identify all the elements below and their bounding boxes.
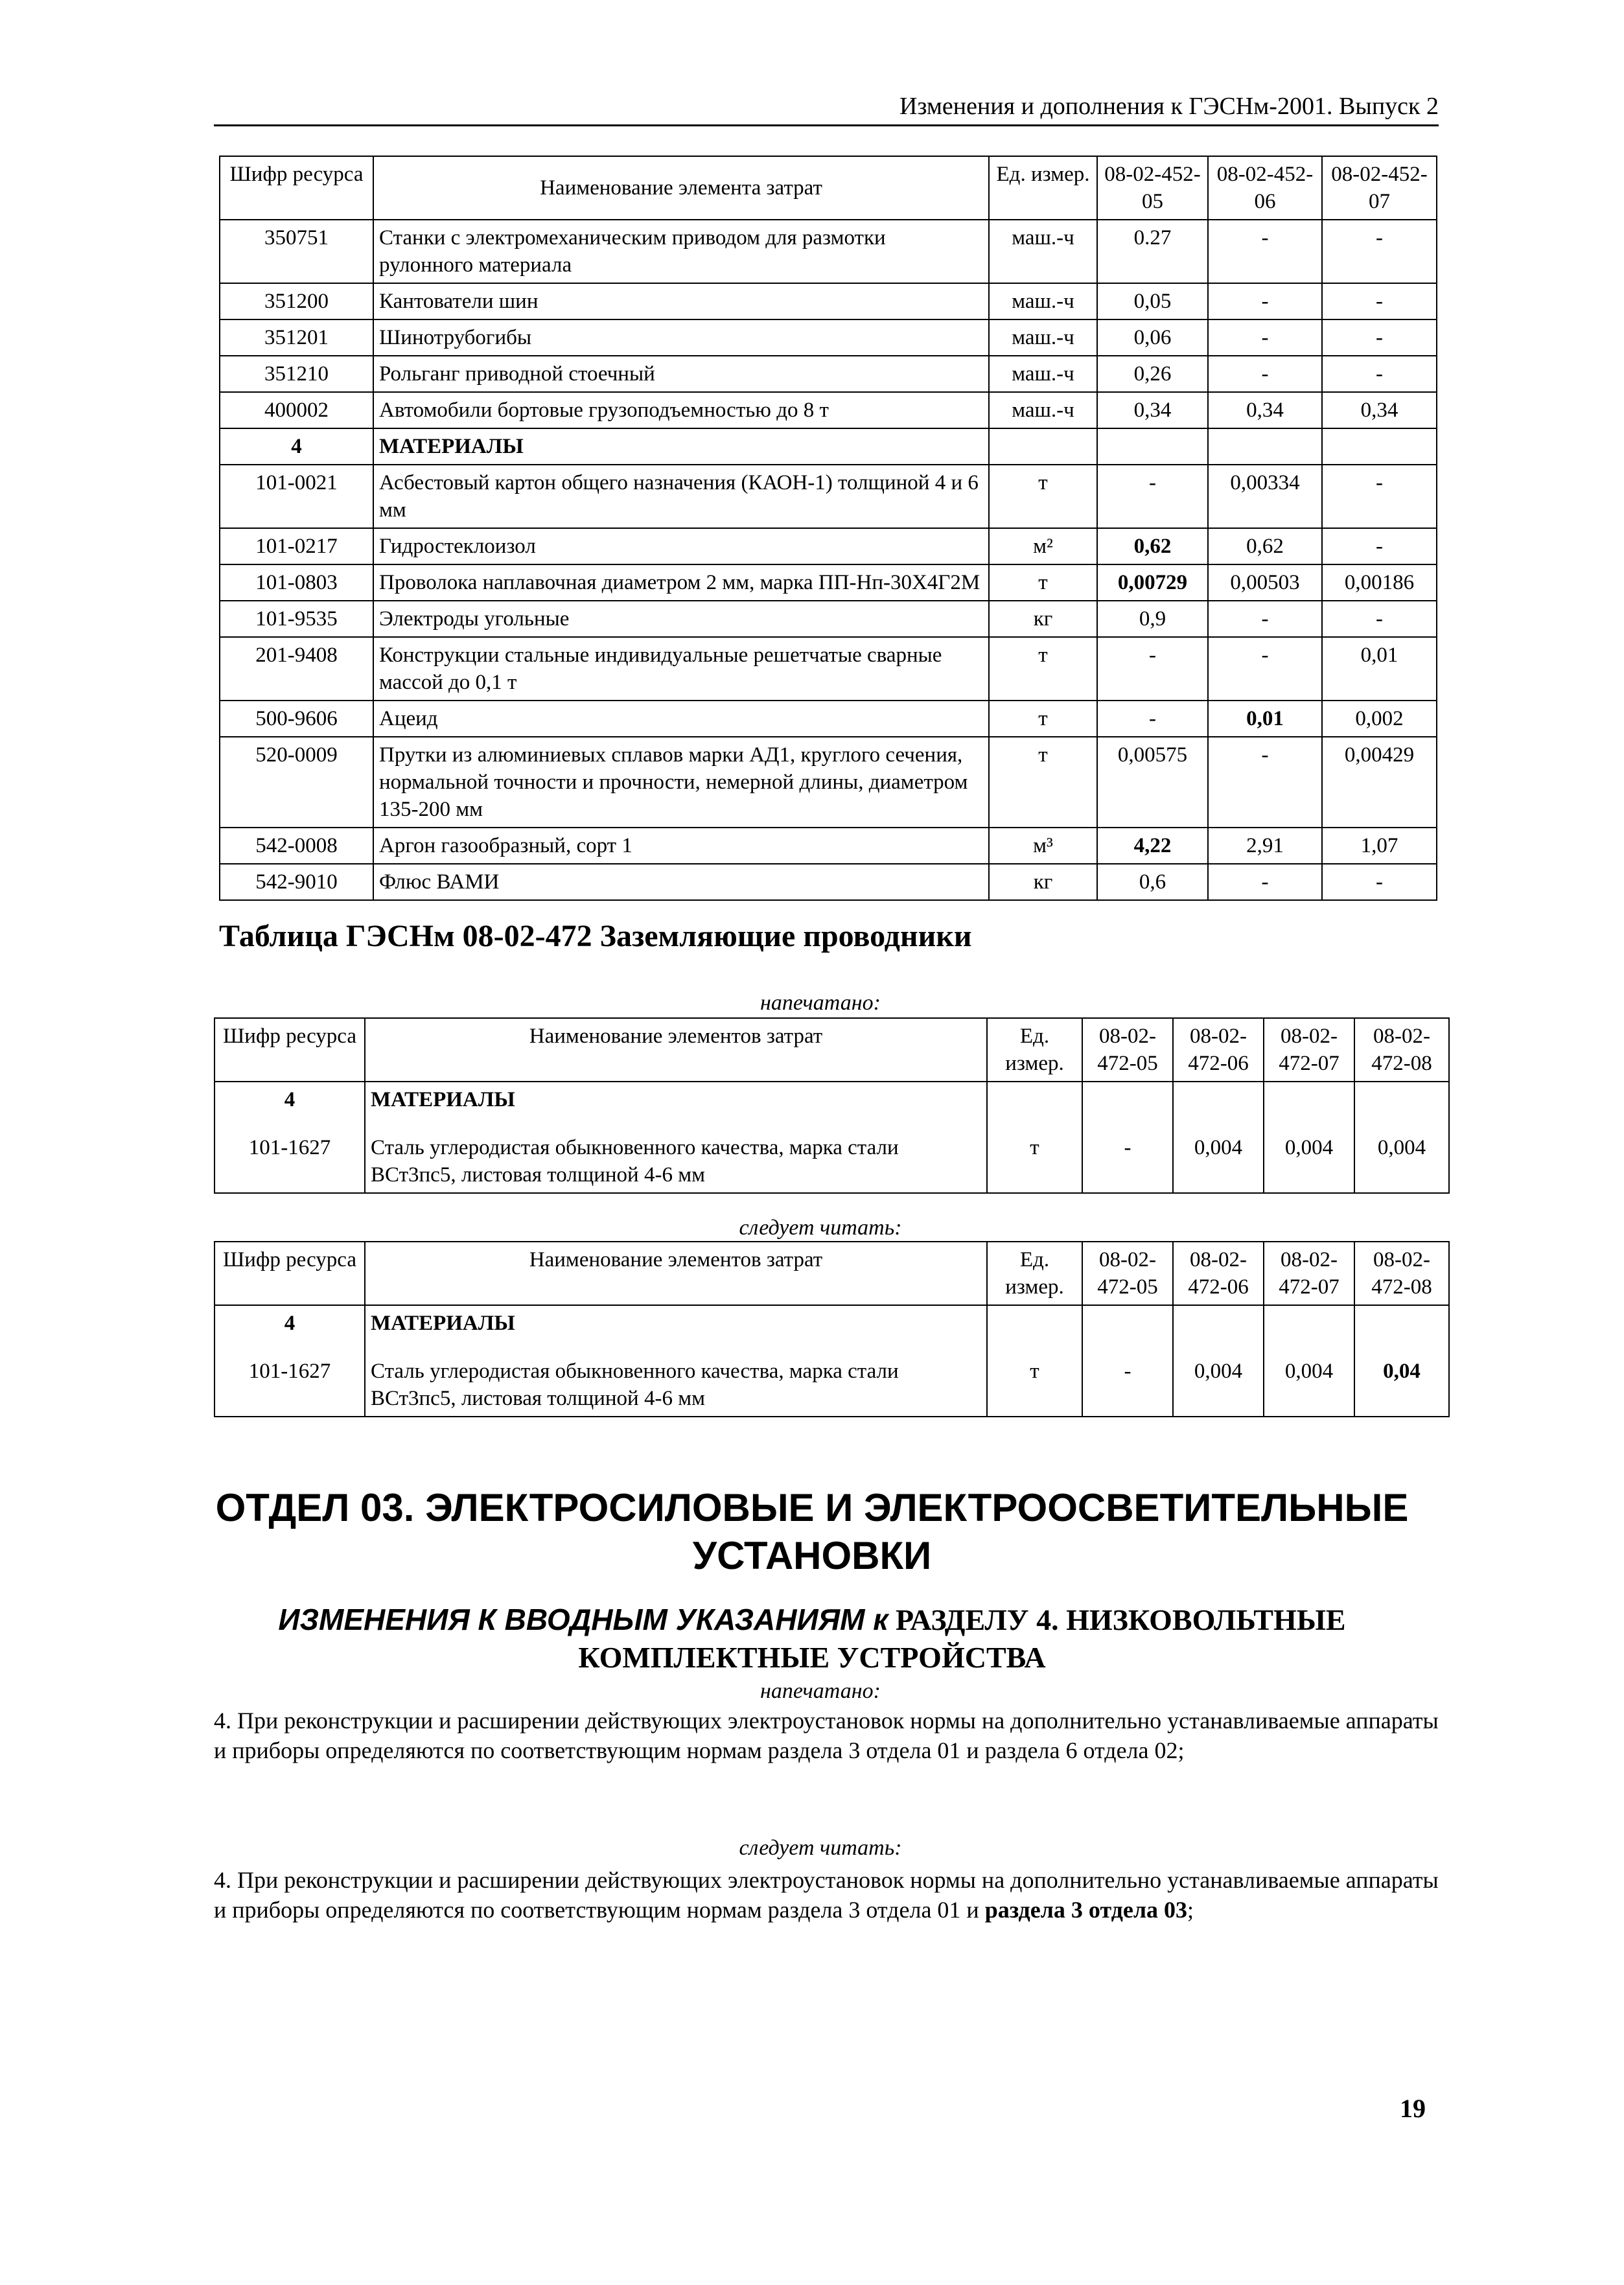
cell-value: - — [1208, 864, 1322, 900]
cell-name: Конструкции стальные индивидуальные решетчатые сварные массой до 0,1 т — [373, 637, 989, 701]
table-row — [220, 528, 1437, 564]
cell-value — [1354, 1305, 1449, 1354]
cell-name: Автомобили бортовые грузоподъемностью до 8 т — [373, 392, 989, 428]
cell-name: Шинотрубогибы — [373, 319, 989, 356]
cell-value: 0,004 — [1354, 1130, 1449, 1193]
cell-value: - — [1097, 465, 1208, 528]
col-header-name: Наименование элементов затрат — [365, 1018, 987, 1082]
cell-value — [1264, 1082, 1354, 1130]
cell-unit: т — [989, 564, 1097, 601]
table-row — [215, 1130, 1449, 1193]
cell-name: Прутки из алюминиевых сплавов марки АД1, круглого сечения, нормальной точности и прочности, немерной длины, диаметром 135-200 мм — [373, 737, 989, 828]
cell-name: Рольганг приводной стоечный — [373, 356, 989, 392]
cell-value: 0.27 — [1097, 220, 1208, 283]
cell-value — [1208, 428, 1322, 465]
cell-unit — [989, 428, 1097, 465]
cell-value: 0,34 — [1097, 392, 1208, 428]
cell-value — [1354, 1082, 1449, 1130]
grounding-table-printed — [214, 1017, 1450, 1194]
table-row — [220, 601, 1437, 637]
cell-code: 101-9535 — [220, 601, 373, 637]
cell-name: Асбестовый картон общего назначения (КАОН-1) толщиной 4 и 6 мм — [373, 465, 989, 528]
cell-name: Ацеид — [373, 701, 989, 737]
cell-value: 0,34 — [1322, 392, 1437, 428]
cell-unit: маш.-ч — [989, 220, 1097, 283]
cell-unit — [987, 1082, 1082, 1130]
cell-value: 0,62 — [1097, 528, 1208, 564]
cell-value: 0,004 — [1173, 1130, 1264, 1193]
section-subtitle — [194, 1601, 1430, 1676]
cell-value: 0,004 — [1264, 1130, 1354, 1193]
table-row — [220, 283, 1437, 319]
cell-name: Сталь углеродистая обыкновенного качества, марка стали ВСт3пс5, листовая толщиной 4-6 мм — [365, 1130, 987, 1193]
table-row — [220, 564, 1437, 601]
cell-name: Проволока наплавочная диаметром 2 мм, марка ПП-Нп-30Х4Г2М — [373, 564, 989, 601]
cell-code: 4 — [220, 428, 373, 465]
cell-code: 4 — [215, 1305, 365, 1354]
cell-value: 0,04 — [1354, 1354, 1449, 1417]
cell-code: 4 — [215, 1082, 365, 1130]
col-header-472-07: 08-02-472-07 — [1264, 1242, 1354, 1305]
col-header-unit: Ед. измер. — [987, 1018, 1082, 1082]
cell-unit: маш.-ч — [989, 356, 1097, 392]
cell-code: 542-0008 — [220, 828, 373, 864]
cell-code: 351210 — [220, 356, 373, 392]
cell-unit: т — [989, 737, 1097, 828]
caption-read: следует читать: — [739, 1216, 902, 1240]
page-number: 19 — [1400, 2094, 1426, 2123]
table-row — [220, 864, 1437, 900]
subtitle-italic: ИЗМЕНЕНИЯ К ВВОДНЫМ УКАЗАНИЯМ к — [278, 1603, 888, 1636]
col-header-452-07: 08-02-452-07 — [1322, 156, 1437, 220]
col-header-472-05: 08-02-472-05 — [1082, 1018, 1173, 1082]
table-row — [220, 356, 1437, 392]
table-row — [220, 220, 1437, 283]
cell-value: - — [1322, 528, 1437, 564]
cell-value: - — [1097, 701, 1208, 737]
col-header-472-08: 08-02-472-08 — [1354, 1242, 1449, 1305]
cell-value: 0,00186 — [1322, 564, 1437, 601]
paragraph-read-bold: раздела 3 отдела 03 — [984, 1897, 1188, 1923]
cell-value: 0,002 — [1322, 701, 1437, 737]
cell-value: - — [1322, 601, 1437, 637]
cell-value: 0,004 — [1264, 1354, 1354, 1417]
cell-value: 0,00729 — [1097, 564, 1208, 601]
cell-value: - — [1322, 864, 1437, 900]
cell-value: - — [1208, 637, 1322, 701]
cell-code: 101-0021 — [220, 465, 373, 528]
cell-code: 201-9408 — [220, 637, 373, 701]
paragraph-printed: 4. При реконструкции и расширении действующих электроустановок нормы на дополнительно устанавливаемые аппараты и приборы определяются по соответствующим нормам раздела 3 отдела 01 и раздела 6 отдела 02; — [214, 1708, 1439, 1763]
col-header-code: Шифр ресурса — [215, 1242, 365, 1305]
cell-value — [1173, 1305, 1264, 1354]
cell-code: 101-1627 — [215, 1354, 365, 1417]
cell-value: 0,34 — [1208, 392, 1322, 428]
cell-value: - — [1208, 601, 1322, 637]
cell-value — [1082, 1305, 1173, 1354]
cell-name: МАТЕРИАЛЫ — [365, 1082, 987, 1130]
cell-code: 351200 — [220, 283, 373, 319]
cell-unit: т — [989, 637, 1097, 701]
cell-value: - — [1082, 1354, 1173, 1417]
cell-code: 101-1627 — [215, 1130, 365, 1193]
cell-value: 0,9 — [1097, 601, 1208, 637]
cell-value: - — [1322, 356, 1437, 392]
table-row — [220, 319, 1437, 356]
col-header-452-06: 08-02-452-06 — [1208, 156, 1322, 220]
cell-value: 0,06 — [1097, 319, 1208, 356]
cell-unit: т — [987, 1354, 1082, 1417]
cell-value: 0,004 — [1173, 1354, 1264, 1417]
cell-value: - — [1322, 283, 1437, 319]
cell-name: Гидростеклоизол — [373, 528, 989, 564]
cell-value: 0,00503 — [1208, 564, 1322, 601]
col-header-code: Шифр ресурса — [220, 156, 373, 220]
col-header-unit: Ед. измер. — [989, 156, 1097, 220]
cell-value: - — [1322, 319, 1437, 356]
col-header-code: Шифр ресурса — [215, 1018, 365, 1082]
col-header-472-06: 08-02-472-06 — [1173, 1018, 1264, 1082]
cell-value: 0,01 — [1322, 637, 1437, 701]
cell-code: 101-0803 — [220, 564, 373, 601]
cell-name: МАТЕРИАЛЫ — [373, 428, 989, 465]
col-header-472-07: 08-02-472-07 — [1264, 1018, 1354, 1082]
caption-read-2: следует читать: — [739, 1836, 902, 1860]
cell-value — [1082, 1082, 1173, 1130]
cell-value: 0,00334 — [1208, 465, 1322, 528]
cell-code: 101-0217 — [220, 528, 373, 564]
col-header-name: Наименование элементов затрат — [365, 1242, 987, 1305]
table-body — [220, 220, 1437, 900]
cell-code: 351201 — [220, 319, 373, 356]
cell-value — [1264, 1305, 1354, 1354]
cell-value: - — [1097, 637, 1208, 701]
cell-value: 4,22 — [1097, 828, 1208, 864]
cell-value: 0,62 — [1208, 528, 1322, 564]
table-row — [220, 428, 1437, 465]
section-title: ОТДЕЛ 03. ЭЛЕКТРОСИЛОВЫЕ И ЭЛЕКТРООСВЕТИТЕЛЬНЫЕ УСТАНОВКИ — [215, 1486, 1409, 1577]
cell-unit: маш.-ч — [989, 319, 1097, 356]
cell-value: - — [1082, 1130, 1173, 1193]
table-header-row — [215, 1018, 1449, 1082]
cell-name: Кантователи шин — [373, 283, 989, 319]
table-row — [215, 1305, 1449, 1354]
table-title: Таблица ГЭСНм 08-02-472 Заземляющие проводники — [219, 919, 972, 953]
table-row — [220, 465, 1437, 528]
table-row — [220, 737, 1437, 828]
cell-name: Станки с электромеханическим приводом для размотки рулонного материала — [373, 220, 989, 283]
col-header-name: Наименование элемента затрат — [373, 156, 989, 220]
cell-unit: т — [987, 1130, 1082, 1193]
cell-value: - — [1208, 737, 1322, 828]
cell-value: 0,01 — [1208, 701, 1322, 737]
table-row — [215, 1354, 1449, 1417]
table-row — [215, 1082, 1449, 1130]
cell-code: 542-9010 — [220, 864, 373, 900]
cell-value — [1173, 1082, 1264, 1130]
caption-printed-2: напечатано: — [760, 1679, 881, 1703]
cell-unit: маш.-ч — [989, 392, 1097, 428]
cell-unit — [987, 1305, 1082, 1354]
table-header-row — [215, 1242, 1449, 1305]
cell-unit: кг — [989, 601, 1097, 637]
col-header-unit: Ед. измер. — [987, 1242, 1082, 1305]
table-row — [220, 392, 1437, 428]
paragraph-read-end: ; — [1187, 1897, 1194, 1923]
cell-unit: маш.-ч — [989, 283, 1097, 319]
cell-name: Сталь углеродистая обыкновенного качества, марка стали ВСт3пс5, листовая толщиной 4-6 мм — [365, 1354, 987, 1417]
cell-value: 0,00575 — [1097, 737, 1208, 828]
cell-value: 0,6 — [1097, 864, 1208, 900]
cell-value: - — [1208, 220, 1322, 283]
cell-value — [1322, 428, 1437, 465]
cell-value: 1,07 — [1322, 828, 1437, 864]
cell-value: - — [1322, 465, 1437, 528]
cell-value: - — [1208, 356, 1322, 392]
cell-unit: т — [989, 701, 1097, 737]
cell-unit: т — [989, 465, 1097, 528]
cell-name: Аргон газообразный, сорт 1 — [373, 828, 989, 864]
cell-value: - — [1208, 283, 1322, 319]
caption-printed: напечатано: — [760, 991, 881, 1015]
cell-value: 0,26 — [1097, 356, 1208, 392]
table-row — [220, 637, 1437, 701]
cell-code: 520-0009 — [220, 737, 373, 828]
table-header-row — [220, 156, 1437, 220]
cell-unit: м³ — [989, 828, 1097, 864]
cell-value: 0,05 — [1097, 283, 1208, 319]
col-header-472-05: 08-02-472-05 — [1082, 1242, 1173, 1305]
col-header-472-08: 08-02-472-08 — [1354, 1018, 1449, 1082]
cell-unit: кг — [989, 864, 1097, 900]
table-row — [220, 701, 1437, 737]
cell-code: 350751 — [220, 220, 373, 283]
cell-code: 500-9606 — [220, 701, 373, 737]
grounding-table-corrected — [214, 1241, 1450, 1417]
subtitle-rest: РАЗДЕЛУ 4. НИЗКОВОЛЬТНЫЕ КОМПЛЕКТНЫЕ УСТРОЙСТВА — [578, 1603, 1346, 1674]
cell-name: Электроды угольные — [373, 601, 989, 637]
cell-value — [1097, 428, 1208, 465]
cell-code: 400002 — [220, 392, 373, 428]
paragraph-read-text: 4. При реконструкции и расширении действующих электроустановок нормы на дополнительно устанавливаемые аппараты и приборы определяются по соответствующим нормам раздела 3 отдела 01 и — [214, 1867, 1439, 1923]
cell-unit: м² — [989, 528, 1097, 564]
cell-value: 2,91 — [1208, 828, 1322, 864]
cell-value: 0,00429 — [1322, 737, 1437, 828]
cell-value: - — [1208, 319, 1322, 356]
cell-name: МАТЕРИАЛЫ — [365, 1305, 987, 1354]
paragraph-read — [214, 1865, 1445, 1925]
running-header: Изменения и дополнения к ГЭСНм-2001. Выпуск 2 — [214, 91, 1439, 126]
col-header-452-05: 08-02-452-05 — [1097, 156, 1208, 220]
resources-table-452 — [219, 156, 1437, 901]
cell-value: - — [1322, 220, 1437, 283]
col-header-472-06: 08-02-472-06 — [1173, 1242, 1264, 1305]
cell-name: Флюс ВАМИ — [373, 864, 989, 900]
table-row — [220, 828, 1437, 864]
